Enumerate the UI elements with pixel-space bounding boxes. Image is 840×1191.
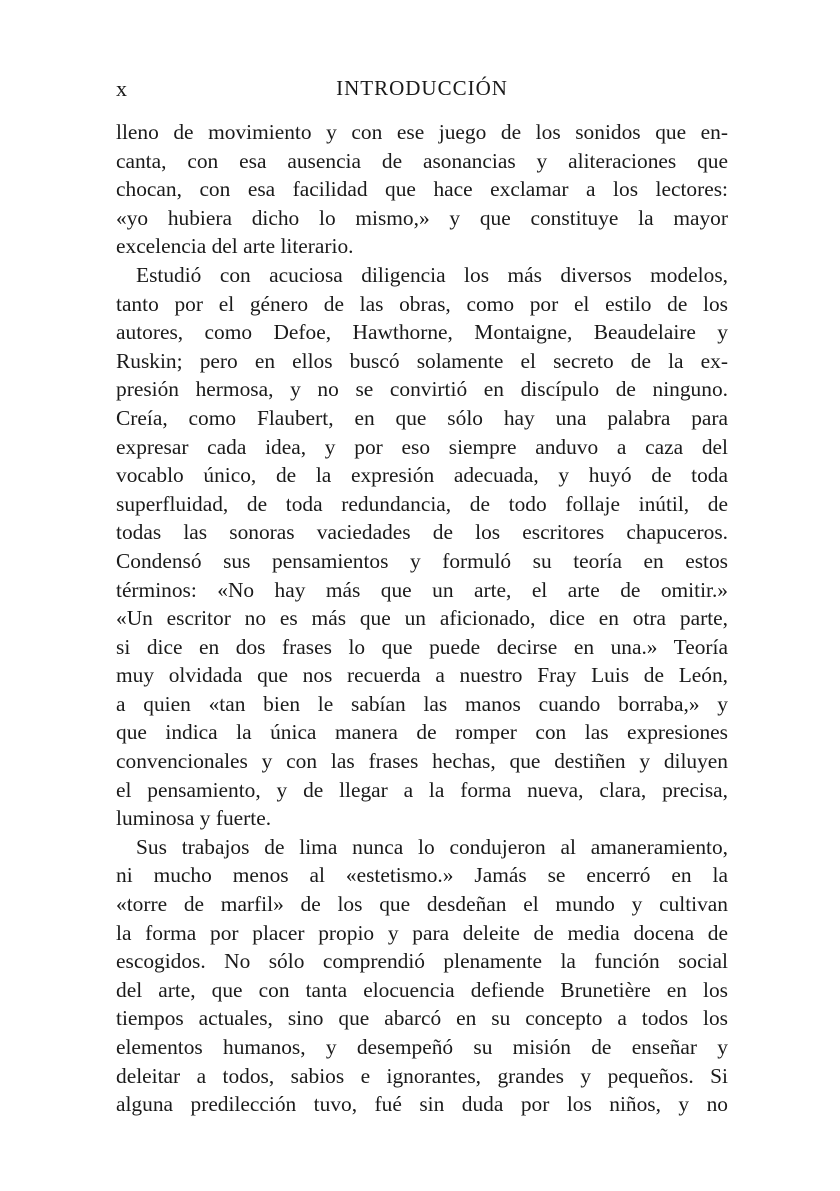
text-line: presión hermosa, y no se convirtió en discípulo de ninguno. [116,377,728,402]
text-line: lleno de movimiento y con ese juego de los sonidos que en- [116,120,728,144]
text-line: Condensó sus pensamientos y formuló su teoría en estos [116,548,728,573]
text-line: si dice en dos frases lo que puede decirse en una.» Teoría [116,634,728,659]
text-line: el pensamiento, y de llegar a la forma nueva, clara, precisa, [116,777,728,802]
paragraph-3 [116,833,728,1119]
text-line: chocan, con esa facilidad que hace exclamar a los lectores: [116,177,728,202]
running-head: INTRODUCCIÓN [336,76,508,100]
text-line: «Un escritor no es más que un aficionado, dice en otra parte, [116,606,728,631]
text-line: la forma por placer propio y para deleite de media docena de [116,920,728,945]
text-line: superfluidad, de toda redundancia, de todo follaje inútil, de [116,491,728,516]
text-line: del arte, que con tanta elocuencia defiende Brunetière en los [116,977,728,1002]
text-line: «yo hubiera dicho lo mismo,» y que constituye la mayor [116,205,728,230]
text-line: Sus trabajos de lima nunca lo condujeron al amaneramiento, [136,834,728,859]
text-line: canta, con esa ausencia de asonancias y aliteraciones que [116,148,728,173]
text-line: a quien «tan bien le sabían las manos cuando borraba,» y [116,691,728,716]
text-line: «torre de marfil» de los que desdeñan el mundo y cultivan [116,892,728,917]
text-line: todas las sonoras vaciedades de los escritores chapuceros. [116,520,728,545]
text-line: autores, como Defoe, Hawthorne, Montaigne, Beaudelaire y [116,320,728,345]
text-line: tiempos actuales, sino que abarcó en su concepto a todos los [116,1006,728,1031]
text-line: términos: «No hay más que un arte, el arte de omitir.» [116,577,728,602]
text-line: Estudió con acuciosa diligencia los más diversos modelos, [136,262,728,287]
text-line: muy olvidada que nos recuerda a nuestro Fray Luis de León, [116,663,728,688]
text-line: Ruskin; pero en ellos buscó solamente el secreto de la ex- [116,348,728,373]
page-header [116,76,728,106]
paragraph-1 [116,118,728,261]
text-line: tanto por el género de las obras, como por el estilo de los [116,291,728,316]
text-line: que indica la única manera de romper con las expresiones [116,720,728,745]
text-line: escogidos. No sólo comprendió plenamente la función social [116,949,728,974]
text-line: ni mucho menos al «estetismo.» Jamás se encerró en la [116,863,728,888]
text-line: deleitar a todos, sabios e ignorantes, grandes y pequeños. Si [116,1063,728,1088]
text-line: alguna predilección tuvo, fué sin duda por los niños, y no [116,1092,728,1117]
text-line: expresar cada idea, y por eso siempre anduvo a caza del [116,434,728,459]
text-line: convencionales y con las frases hechas, que destiñen y diluyen [116,749,728,774]
text-line: excelencia del arte literario. [116,234,354,259]
body-text [116,118,728,1119]
paragraph-2 [116,261,728,833]
text-line: luminosa y fuerte. [116,806,272,831]
text-line: Creía, como Flaubert, en que sólo hay una palabra para [116,405,728,430]
text-line: vocablo único, de la expresión adecuada, y huyó de toda [116,463,728,488]
text-line: elementos humanos, y desempeñó su misión de enseñar y [116,1035,728,1059]
page-number: x [116,76,128,101]
